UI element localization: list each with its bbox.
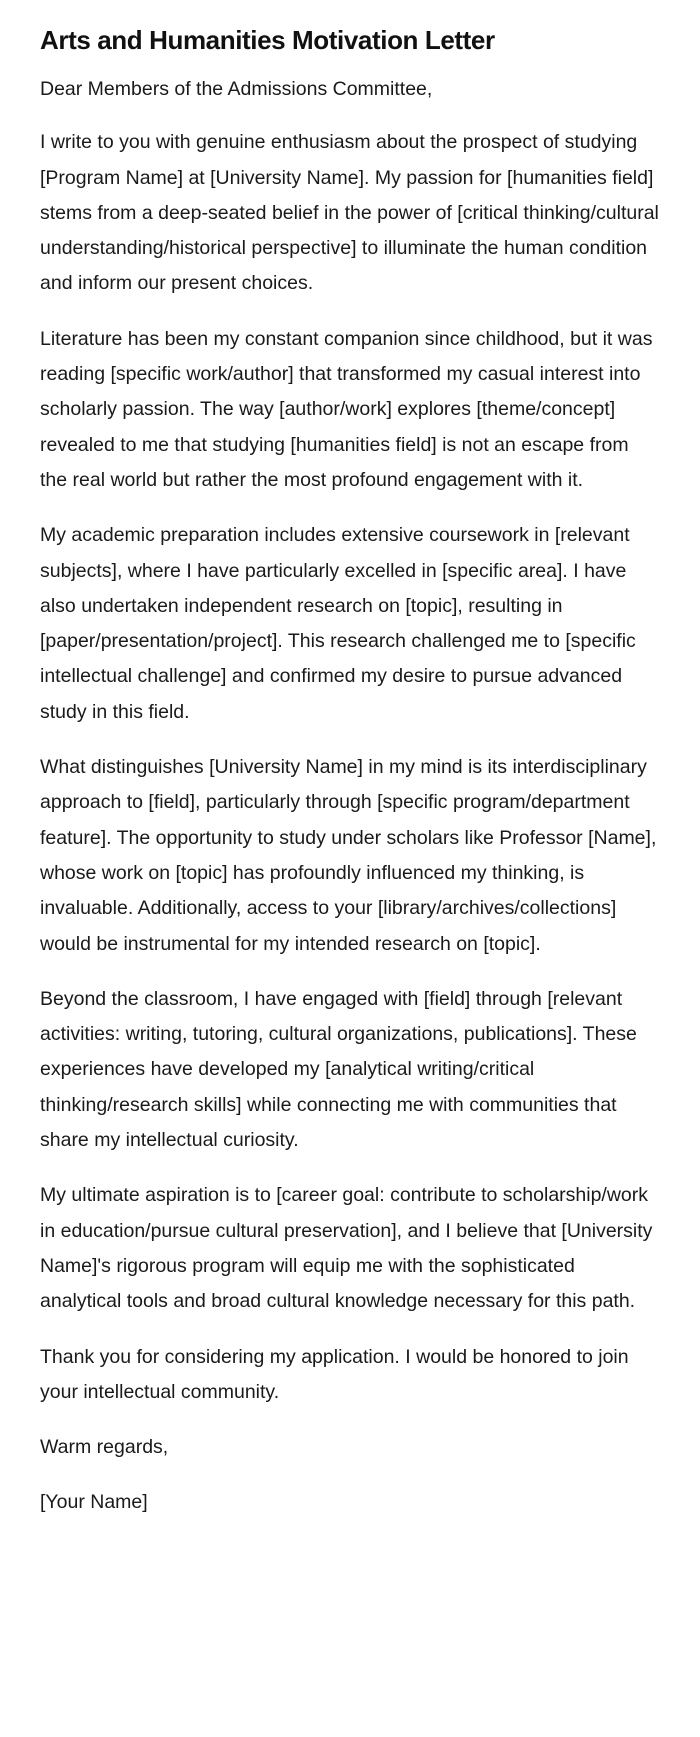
paragraph-university-fit: What distinguishes [University Name] in my mind is its interdisciplinary approach to [field], particularly through [specific program/department feature]. The opportunity to study under scholars like Professor [Name], whose work on [topic] has profoundly influenced my thinking, is invaluable. Additionally, access to your [library/archives/collections] would be instrumental for my intended research on [topic].	[40, 756, 657, 955]
paragraph-aspiration: My ultimate aspiration is to [career goal: contribute to scholarship/work in education/pursue cultural preservation], and I believe that [University Name]'s rigorous program will equip me with the sophisticated analytical tools and broad cultural knowledge necessary for this path.	[40, 1184, 653, 1313]
letter-title: Arts and Humanities Motivation Letter	[40, 25, 495, 55]
signature: [Your Name]	[40, 1491, 148, 1514]
paragraph-thanks: Thank you for considering my application. I would be honored to join your intellectual community.	[40, 1345, 629, 1403]
salutation: Dear Members of the Admissions Committee,	[40, 78, 433, 100]
closing: Warm regards,	[40, 1436, 169, 1459]
paragraph-intro: I write to you with genuine enthusiasm about the prospect of studying [Program Name] at [University Name]. My passion for [humanities field] stems from a deep-seated belief in the power of [critical thinking/cultural understanding/historical perspective] to illuminate the human condition and inform our present choices.	[40, 131, 659, 295]
paragraph-literature: Literature has been my constant companion since childhood, but it was reading [specific work/author] that transformed my casual interest into scholarly passion. The way [author/work] explores [theme/concept] revealed to me that studying [humanities field] is not an escape from the real world but rather the most profound engagement with it.	[40, 327, 653, 491]
paragraph-extracurricular: Beyond the classroom, I have engaged with [field] through [relevant activities: writing, tutoring, cultural organizations, publications]. These experiences have developed my [analytical writing/critical thinking/research skills] while connecting me with communities that share my intellectual curiosity.	[40, 987, 637, 1152]
paragraph-academic-preparation: My academic preparation includes extensive coursework in [relevant subjects], where I have particularly excelled in [specific area]. I have also undertaken independent research on [topic], resulting in [paper/presentation/project]. This research challenged me to [specific intellectual challenge] and confirmed my desire to pursue advanced study in this field.	[40, 524, 636, 723]
